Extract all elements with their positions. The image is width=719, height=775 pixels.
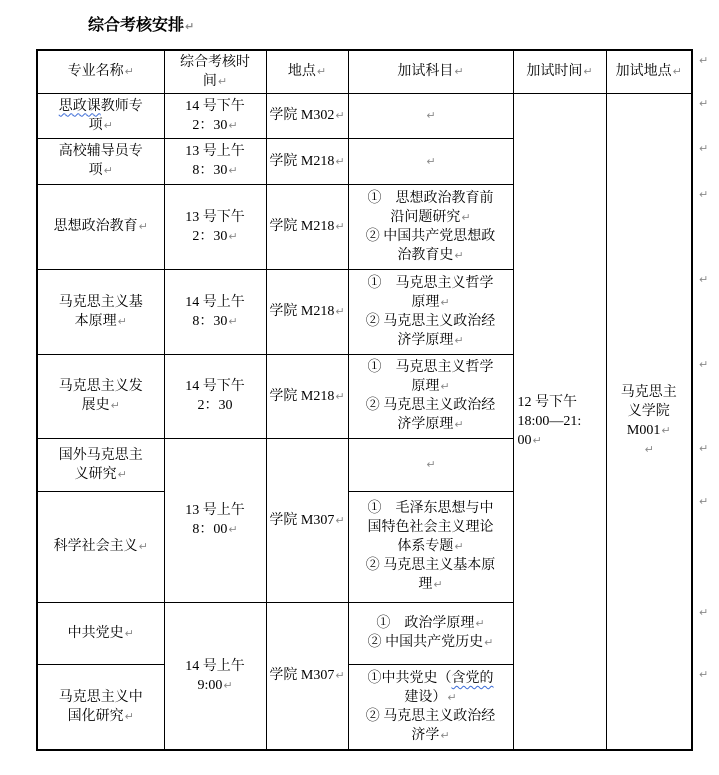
cell-line [351, 62, 511, 81]
cell-line [167, 53, 264, 72]
cell-text: 9:00 [197, 677, 223, 693]
cell-line [167, 116, 264, 135]
paragraph-mark-icon: ↵ [124, 709, 134, 723]
paragraph-mark-icon: ↵ [426, 458, 436, 471]
cell-line [351, 415, 511, 434]
cell-line [167, 293, 264, 312]
cell-text: ② 中国共产党历史 [367, 635, 484, 650]
cell-line [167, 161, 264, 180]
paragraph-mark-icon: ↵ [124, 65, 134, 79]
cell-line [269, 152, 346, 171]
cell-text: 加试地点 [615, 64, 672, 80]
column-header [513, 50, 606, 93]
cell-line [40, 688, 162, 707]
cell-line [351, 499, 511, 518]
cell-text: 专业名称 [67, 64, 124, 80]
cell-line [351, 106, 511, 125]
cell-line [518, 412, 605, 431]
table-cell [37, 354, 164, 438]
end-of-row-mark-icon: ↵ [699, 442, 709, 455]
spellcheck-flagged-text: 含党的 [451, 670, 494, 686]
cell-text: ① 马克思主义哲学 [367, 275, 494, 291]
table-body [37, 93, 692, 750]
cell-text: 济学原理 [397, 417, 454, 432]
cell-text: 13 号上午 [185, 144, 245, 159]
cell-text: ① 毛泽东思想与中 [367, 501, 494, 516]
paragraph-mark-icon: ↵ [661, 424, 671, 438]
end-of-row-mark-icon: ↵ [699, 188, 709, 201]
cell-text: 原理 [411, 379, 440, 394]
table-cell [606, 93, 692, 750]
table-cell [37, 438, 164, 491]
table-cell [266, 438, 348, 602]
cell-line [609, 440, 690, 459]
cell-text: 教师专 [100, 98, 143, 114]
paragraph-mark-icon: ↵ [335, 220, 345, 233]
cell-text: 学院 M302 [269, 108, 335, 123]
table-cell [348, 491, 513, 602]
cell-text: ② 马克思主义政治经 [365, 708, 496, 724]
cell-text: 00 [517, 432, 532, 448]
table-cell [348, 184, 513, 269]
cell-line [40, 293, 162, 312]
paragraph-mark-icon: ↵ [454, 540, 464, 553]
cell-line [516, 62, 604, 81]
page-title [88, 12, 194, 35]
cell-line [167, 72, 264, 91]
cell-text: ② 马克思主义基本原 [365, 558, 496, 573]
cell-text: 学院 M218 [269, 388, 335, 404]
cell-text: ① 政治学原理 [376, 616, 475, 631]
paragraph-mark-icon: ↵ [440, 295, 450, 309]
cell-line [351, 614, 511, 633]
cell-text: 地点 [287, 64, 316, 80]
cell-line [167, 520, 264, 539]
cell-text: ①中共党史（ [367, 670, 452, 686]
cell-text: 学院 M218 [269, 219, 335, 234]
cell-line [351, 633, 511, 652]
cell-line [518, 431, 605, 450]
cell-line [167, 208, 264, 227]
cell-text: 2：30 [192, 228, 228, 244]
cell-text: 体系专题 [397, 539, 454, 554]
table-cell [266, 269, 348, 354]
cell-line [351, 377, 511, 396]
table-cell [37, 184, 164, 269]
paragraph-mark-icon: ↵ [138, 220, 148, 233]
cell-line [269, 511, 346, 530]
cell-text: 12 号下午 [517, 394, 577, 410]
cell-text: 加试时间 [526, 64, 583, 80]
paragraph-mark-icon: ↵ [228, 229, 238, 243]
paragraph-mark-icon: ↵ [335, 154, 345, 168]
cell-line [167, 501, 264, 520]
end-of-row-mark-icon: ↵ [699, 273, 709, 286]
cell-text: 2：30 [192, 117, 228, 133]
cell-line [351, 518, 511, 537]
paragraph-mark-icon: ↵ [335, 109, 345, 122]
table-cell [164, 93, 266, 138]
table-cell [513, 93, 606, 750]
column-header [348, 50, 513, 93]
cell-line [40, 97, 162, 116]
cell-text: 思想政治教育 [53, 219, 138, 234]
cell-text: 13 号下午 [185, 209, 245, 225]
paragraph-mark-icon: ↵ [117, 314, 127, 328]
cell-line [40, 217, 162, 236]
paragraph-mark-icon: ↵ [185, 20, 195, 33]
end-of-row-mark-icon: ↵ [699, 142, 709, 155]
paragraph-mark-icon: ↵ [103, 118, 113, 132]
table-cell [37, 138, 164, 184]
cell-text: 14 号下午 [185, 98, 245, 114]
paragraph-mark-icon: ↵ [532, 433, 542, 447]
cell-line [40, 707, 162, 726]
cell-line [351, 227, 511, 246]
column-header [37, 50, 164, 93]
paragraph-mark-icon: ↵ [454, 248, 464, 262]
cell-line [40, 396, 162, 415]
table-cell [348, 438, 513, 491]
cell-line [167, 676, 264, 695]
cell-text: ① 马克思主义哲学 [367, 360, 494, 375]
paragraph-mark-icon: ↵ [228, 314, 238, 328]
cell-line [351, 537, 511, 556]
cell-line [269, 302, 346, 321]
cell-text: 综合考核时 [180, 54, 250, 70]
cell-text: 8：30 [192, 313, 228, 329]
end-of-row-mark-icon: ↵ [699, 606, 709, 619]
cell-line [351, 246, 511, 265]
end-of-row-mark-icon: ↵ [699, 54, 709, 67]
end-of-row-mark-icon: ↵ [699, 495, 709, 508]
paragraph-mark-icon: ↵ [454, 333, 464, 347]
cell-text: 济学 [411, 727, 440, 743]
cell-text: 马克思主义基 [58, 294, 143, 310]
table-cell [348, 602, 513, 664]
cell-line [167, 377, 264, 396]
paragraph-mark-icon: ↵ [484, 636, 494, 649]
cell-text: 2：30 [197, 398, 233, 413]
cell-text: 沿问题研究 [390, 209, 461, 225]
cell-line [351, 575, 511, 594]
cell-text: 18:00—21: [517, 413, 582, 429]
cell-text: 义学院 [627, 404, 670, 420]
paragraph-mark-icon: ↵ [335, 305, 345, 318]
paragraph-mark-icon: ↵ [228, 164, 238, 177]
cell-text: 展史 [81, 398, 110, 413]
cell-line [40, 537, 162, 556]
cell-line [351, 274, 511, 293]
cell-text: 国外马克思主 [58, 447, 143, 463]
cell-line [351, 293, 511, 312]
page-title-text: 综合考核安排 [88, 17, 185, 34]
cell-line [269, 217, 346, 236]
cell-text: 13 号上午 [185, 503, 245, 518]
paragraph-mark-icon: ↵ [440, 380, 450, 393]
cell-text: M001 [626, 423, 661, 439]
paragraph-mark-icon: ↵ [110, 399, 120, 412]
paragraph-mark-icon: ↵ [583, 65, 593, 79]
table-cell [164, 184, 266, 269]
cell-line [351, 707, 511, 726]
cell-text: ② 马克思主义政治经 [365, 313, 496, 329]
column-header [266, 50, 348, 93]
paragraph-mark-icon: ↵ [475, 617, 485, 630]
table-cell [37, 664, 164, 750]
cell-text: 项 [88, 117, 103, 133]
cell-text: 治教育史 [397, 247, 454, 263]
cell-line [351, 358, 511, 377]
cell-text: 国特色社会主义理论 [367, 520, 494, 535]
cell-text: 学院 M307 [269, 668, 335, 684]
paragraph-mark-icon: ↵ [440, 728, 450, 742]
table-row [37, 93, 692, 138]
cell-text: 学院 M218 [269, 153, 335, 169]
table-cell [348, 354, 513, 438]
column-header [164, 50, 266, 93]
cell-text: 14 号上午 [185, 658, 245, 674]
cell-text: 14 号下午 [185, 379, 245, 394]
cell-line [167, 657, 264, 676]
table-cell [164, 269, 266, 354]
end-of-row-mark-icon: ↵ [699, 97, 709, 110]
paragraph-mark-icon: ↵ [454, 418, 464, 431]
cell-text: 科学社会主义 [53, 539, 138, 554]
paragraph-mark-icon: ↵ [335, 513, 345, 527]
paragraph-mark-icon: ↵ [228, 118, 238, 132]
cell-line [351, 688, 511, 707]
paragraph-mark-icon: ↵ [426, 154, 436, 168]
cell-line [40, 116, 162, 135]
spellcheck-flagged-text: 思政课 [58, 98, 101, 114]
cell-line [269, 106, 346, 125]
cell-line [351, 331, 511, 350]
cell-text: ② 马克思主义政治经 [365, 398, 496, 413]
cell-text: 建设） [404, 689, 447, 705]
table-header [37, 50, 692, 93]
cell-line [351, 726, 511, 745]
paragraph-mark-icon: ↵ [117, 467, 127, 481]
paragraph-mark-icon: ↵ [433, 578, 443, 591]
table-cell [348, 269, 513, 354]
cell-line [351, 189, 511, 208]
cell-line [167, 142, 264, 161]
end-of-row-mark-icon: ↵ [699, 668, 709, 681]
table-cell [37, 269, 164, 354]
cell-text: 学院 M218 [269, 304, 335, 319]
cell-line [609, 402, 690, 421]
cell-text: 马克思主义中 [58, 689, 143, 705]
cell-text: 学院 M307 [269, 512, 335, 528]
table-cell [266, 138, 348, 184]
cell-text: 本原理 [74, 313, 117, 329]
cell-text: 8：00 [192, 522, 228, 537]
cell-line [40, 465, 162, 484]
paragraph-mark-icon: ↵ [124, 626, 134, 640]
assessment-table [36, 49, 693, 751]
cell-text: 加试科目 [397, 64, 454, 80]
table-cell [37, 602, 164, 664]
paragraph-mark-icon: ↵ [223, 678, 233, 692]
cell-line [351, 152, 511, 171]
paragraph-mark-icon: ↵ [454, 65, 464, 79]
cell-line [167, 396, 264, 415]
table-cell [348, 664, 513, 750]
cell-line [351, 556, 511, 575]
table-cell [37, 491, 164, 602]
paragraph-mark-icon: ↵ [228, 523, 238, 536]
cell-text: ① 思想政治教育前 [367, 190, 494, 206]
cell-text: 中共党史 [67, 625, 124, 641]
table-cell [348, 138, 513, 184]
cell-text: 马克思主义发 [58, 379, 143, 394]
cell-line [351, 396, 511, 415]
table-cell [164, 138, 266, 184]
table-cell [348, 93, 513, 138]
header-row [37, 50, 692, 93]
cell-line [518, 393, 605, 412]
cell-text: 14 号上午 [185, 294, 245, 310]
paragraph-mark-icon: ↵ [335, 669, 345, 683]
paragraph-mark-icon: ↵ [138, 540, 148, 553]
cell-line [167, 312, 264, 331]
cell-text: 项 [88, 163, 103, 178]
cell-text: 国化研究 [67, 708, 124, 724]
paragraph-mark-icon: ↵ [461, 210, 471, 224]
paragraph-mark-icon: ↵ [316, 65, 327, 79]
end-of-row-mark-icon: ↵ [699, 358, 709, 371]
table-cell [266, 602, 348, 750]
cell-line [351, 208, 511, 227]
cell-line [40, 142, 162, 161]
cell-text: 间 [202, 73, 217, 89]
cell-line [609, 383, 690, 402]
table-cell [266, 184, 348, 269]
cell-line [351, 455, 511, 474]
paragraph-mark-icon: ↵ [672, 65, 682, 79]
table-cell [266, 93, 348, 138]
table-cell [37, 93, 164, 138]
cell-line [40, 62, 162, 81]
paragraph-mark-icon: ↵ [335, 389, 345, 403]
column-header [606, 50, 692, 93]
cell-text: 理 [418, 577, 433, 592]
cell-line [40, 624, 162, 643]
cell-line [40, 377, 162, 396]
cell-text: 高校辅导员专 [58, 144, 143, 159]
cell-line [167, 97, 264, 116]
cell-line [269, 62, 346, 81]
cell-line [351, 312, 511, 331]
table-cell [164, 354, 266, 438]
cell-text: 原理 [411, 294, 440, 310]
cell-text: 济学原理 [397, 332, 454, 348]
cell-line [269, 387, 346, 406]
cell-line [40, 312, 162, 331]
cell-line [167, 227, 264, 246]
cell-line [351, 669, 511, 688]
paragraph-mark-icon: ↵ [447, 690, 457, 704]
paragraph-mark-icon: ↵ [103, 164, 113, 177]
cell-text: 马克思主 [620, 385, 677, 401]
paragraph-mark-icon: ↵ [644, 443, 654, 457]
table-cell [164, 602, 266, 750]
paragraph-mark-icon: ↵ [217, 74, 228, 88]
paragraph-mark-icon: ↵ [426, 109, 436, 122]
cell-text: ② 中国共产党思想政 [365, 228, 496, 244]
cell-line [609, 421, 690, 440]
table-cell [164, 438, 266, 602]
cell-line [40, 161, 162, 180]
cell-line [269, 666, 346, 685]
cell-line [40, 446, 162, 465]
cell-line [609, 62, 690, 81]
cell-text: 8：30 [192, 163, 228, 178]
cell-text: 义研究 [74, 466, 117, 482]
table-cell [266, 354, 348, 438]
